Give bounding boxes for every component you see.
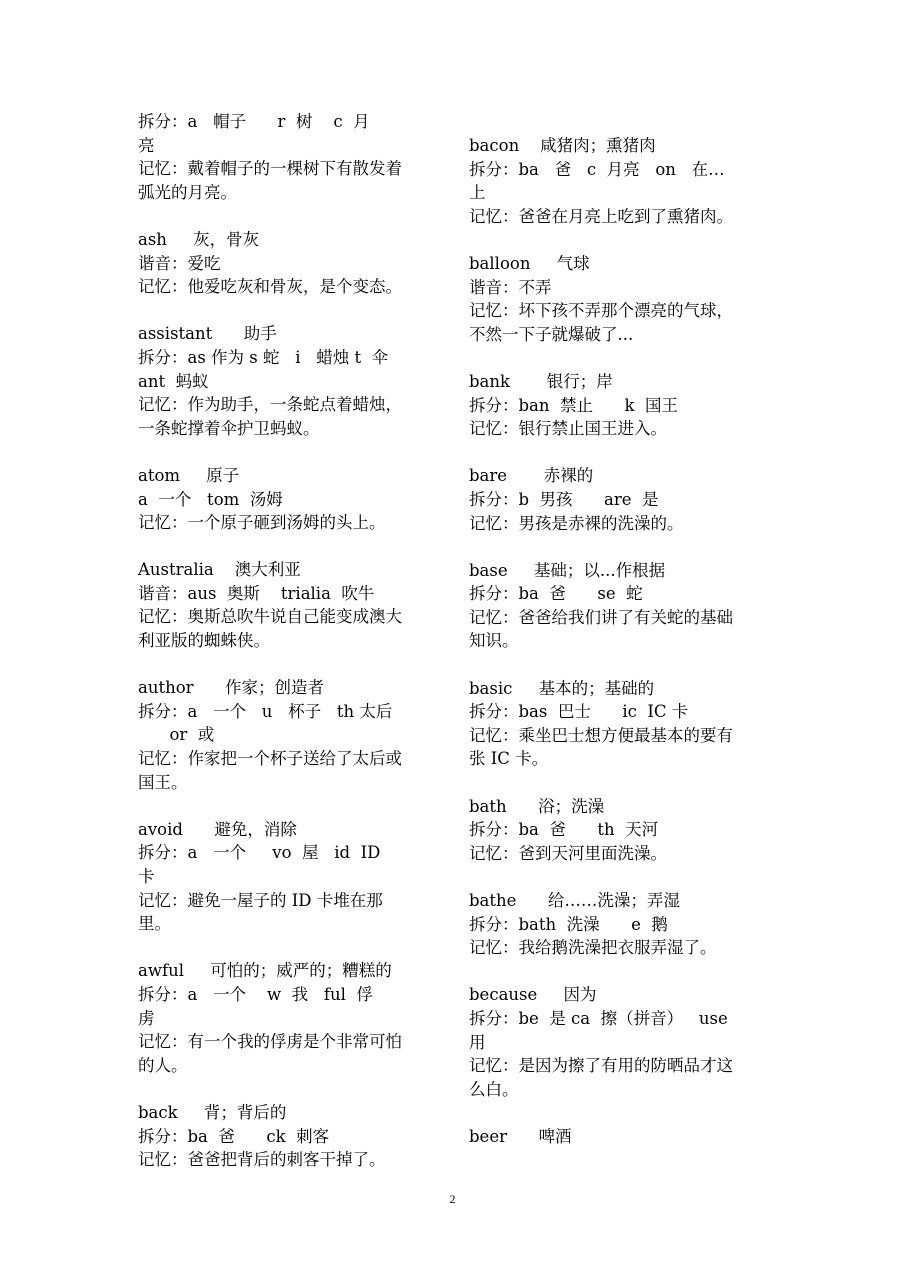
entry-gap bbox=[138, 299, 443, 323]
entry-line: 利亚版的蜘蛛侠。 bbox=[138, 631, 270, 651]
vocab-entry bbox=[469, 983, 775, 1101]
left-column bbox=[138, 110, 443, 1172]
vocab-entry bbox=[138, 1101, 443, 1172]
entry-gap bbox=[138, 204, 443, 228]
entry-line-head: back 背；背后的 bbox=[138, 1102, 287, 1122]
entry-line: 记忆：我给鹅洗澡把衣服弄湿了。 bbox=[469, 938, 717, 958]
entry-line: 记忆：爸爸在月亮上吃到了熏猪肉。 bbox=[469, 206, 733, 226]
vocab-entry bbox=[469, 1125, 775, 1149]
entry-line: 记忆：他爱吃灰和骨灰，是个变态。 bbox=[138, 277, 402, 297]
entry-line: 拆分：b 男孩 are 是 bbox=[469, 489, 659, 509]
vocab-entry bbox=[138, 464, 443, 535]
vocab-entry bbox=[138, 558, 443, 652]
entry-line: 拆分：bath 洗澡 e 鹅 bbox=[469, 914, 668, 934]
vocab-entry bbox=[138, 110, 443, 204]
vocab-entry bbox=[469, 795, 775, 866]
entry-gap bbox=[138, 440, 443, 464]
vocab-entry bbox=[138, 228, 443, 299]
entry-line: 么白。 bbox=[469, 1079, 519, 1099]
entry-line: 不然一下子就爆破了... bbox=[469, 324, 634, 344]
page-number: 2 bbox=[449, 1192, 456, 1206]
entry-line: 记忆：坏下孩不弄那个漂亮的气球， bbox=[469, 301, 733, 321]
entry-line: 记忆：有一个我的俘虏是个非常可怕 bbox=[138, 1032, 402, 1052]
vocab-entry bbox=[469, 464, 775, 535]
entry-line: 用 bbox=[469, 1032, 486, 1052]
entry-line-head: beer 啤酒 bbox=[469, 1126, 572, 1146]
vocab-entry bbox=[469, 370, 775, 441]
entry-line-head: atom 原子 bbox=[138, 465, 240, 485]
entry-line: 记忆：爸到天河里面洗澡。 bbox=[469, 843, 667, 863]
entry-line-head: bank 银行；岸 bbox=[469, 371, 613, 391]
entry-line: 知识。 bbox=[469, 631, 519, 651]
entry-line: or 或 bbox=[138, 725, 215, 745]
entry-gap bbox=[138, 653, 443, 677]
entry-line: 记忆：男孩是赤裸的洗澡的。 bbox=[469, 513, 684, 533]
entry-gap bbox=[469, 441, 775, 465]
entry-line-head: assistant 助手 bbox=[138, 324, 277, 344]
vocab-entry bbox=[469, 559, 775, 653]
entry-gap bbox=[469, 228, 775, 252]
entry-gap bbox=[138, 936, 443, 960]
entry-line-head: Australia 澳大利亚 bbox=[138, 560, 301, 580]
entry-line: 记忆：作为助手，一条蛇点着蜡烛， bbox=[138, 395, 402, 415]
entry-line-head: base 基础；以...作根据 bbox=[469, 560, 666, 580]
entry-line: 拆分：be 是 ca 擦（拼音） use bbox=[469, 1008, 728, 1028]
entry-line: 拆分：ba 爸 se 蛇 bbox=[469, 584, 643, 604]
vocab-entry bbox=[469, 677, 775, 771]
entry-line: 亮 bbox=[138, 135, 155, 155]
entry-line: 拆分：as 作为 s 蛇 i 蜡烛 t 伞 bbox=[138, 347, 389, 367]
entry-line-head: 拆分：a 帽子 r 树 c 月 bbox=[138, 112, 370, 131]
entry-line: 谐音：aus 奥斯 trialia 吹牛 bbox=[138, 583, 375, 603]
entry-line-head: bacon 咸猪肉；熏猪肉 bbox=[469, 136, 656, 155]
entry-line: ant 蚂蚁 bbox=[138, 371, 209, 391]
vocab-entry bbox=[138, 818, 443, 936]
entry-line: 拆分：a 一个 u 杯子 th 太后 bbox=[138, 701, 393, 721]
entry-line-head: bathe 给……洗澡；弄湿 bbox=[469, 891, 680, 910]
vocab-entry bbox=[469, 252, 775, 346]
entry-line-head: ash 灰，骨灰 bbox=[138, 229, 260, 249]
entry-line: a 一个 tom 汤姆 bbox=[138, 489, 283, 509]
entry-line: 拆分：ba 爸 c 月亮 on 在… bbox=[469, 159, 725, 179]
vocab-entry bbox=[469, 889, 775, 960]
entry-line-head: author 作家；创造者 bbox=[138, 678, 325, 698]
entry-line: 记忆：避免一屋子的 ID 卡堆在那 bbox=[138, 890, 383, 910]
entry-line: 记忆：作家把一个杯子送给了太后或 bbox=[138, 749, 402, 769]
entry-line: 记忆：银行禁止国王进入。 bbox=[469, 419, 667, 439]
entry-gap bbox=[138, 535, 443, 559]
right-column bbox=[469, 134, 775, 1149]
entry-line: 记忆：戴着帽子的一棵树下有散发着 bbox=[138, 159, 402, 179]
entry-line: 记忆：乘坐巴士想方便最基本的要有 bbox=[469, 725, 733, 745]
entry-gap bbox=[469, 346, 775, 370]
entry-line: 拆分：ban 禁止 k 国王 bbox=[469, 395, 678, 415]
entry-gap bbox=[469, 653, 775, 677]
entry-gap bbox=[469, 865, 775, 889]
entry-line: 谐音：不弄 bbox=[469, 277, 552, 297]
entry-line-head: awful 可怕的；威严的；糟糕的 bbox=[138, 961, 392, 981]
entry-line: 一条蛇撑着伞护卫蚂蚁。 bbox=[138, 418, 320, 438]
entry-line: 记忆：一个原子砸到汤姆的头上。 bbox=[138, 513, 386, 533]
entry-line: 记忆：奥斯总吹牛说自己能变成澳大 bbox=[138, 607, 402, 627]
entry-line-head: avoid 避免，消除 bbox=[138, 819, 297, 839]
entry-line-head: basic 基本的；基础的 bbox=[469, 678, 655, 698]
entry-line: 里。 bbox=[138, 914, 171, 934]
entry-line: 拆分：ba 爸 ck 刺客 bbox=[138, 1126, 330, 1146]
entry-gap bbox=[469, 1101, 775, 1125]
entry-line: 拆分：a 一个 w 我 ful 俘 bbox=[138, 984, 373, 1004]
entry-line-head: balloon 气球 bbox=[469, 253, 590, 273]
vocab-entry bbox=[138, 959, 443, 1077]
entry-line: 拆分：a 一个 vo 屋 id ID bbox=[138, 843, 381, 863]
vocab-entry bbox=[138, 322, 443, 440]
entry-gap bbox=[469, 535, 775, 559]
entry-line: 上 bbox=[469, 183, 486, 203]
entry-gap bbox=[138, 794, 443, 818]
entry-line: 谐音：爱吃 bbox=[138, 253, 221, 273]
entry-line: 卡 bbox=[138, 867, 155, 886]
vocab-entry bbox=[138, 676, 443, 794]
entry-line: 弧光的月亮。 bbox=[138, 182, 237, 202]
entry-line-head: because 因为 bbox=[469, 985, 597, 1005]
entry-line-head: bath 浴；洗澡 bbox=[469, 796, 605, 816]
entry-gap bbox=[469, 960, 775, 984]
entry-line: 国王。 bbox=[138, 772, 188, 792]
entry-line: 拆分：bas 巴士 ic IC 卡 bbox=[469, 702, 689, 722]
entry-line: 记忆：爸爸把背后的刺客干掉了。 bbox=[138, 1150, 386, 1170]
entry-line: 记忆：是因为擦了有用的防晒品才这 bbox=[469, 1056, 733, 1076]
entry-line: 虏 bbox=[138, 1008, 155, 1028]
entry-line: 记忆：爸爸给我们讲了有关蛇的基础 bbox=[469, 607, 733, 627]
entry-line: 张 IC 卡。 bbox=[469, 749, 549, 769]
entry-line-head: bare 赤裸的 bbox=[469, 466, 594, 486]
entry-line: 拆分：ba 爸 th 天河 bbox=[469, 820, 659, 840]
entry-gap bbox=[469, 771, 775, 795]
entry-line: 的人。 bbox=[138, 1055, 188, 1075]
entry-gap bbox=[138, 1077, 443, 1101]
vocab-entry bbox=[469, 134, 775, 228]
